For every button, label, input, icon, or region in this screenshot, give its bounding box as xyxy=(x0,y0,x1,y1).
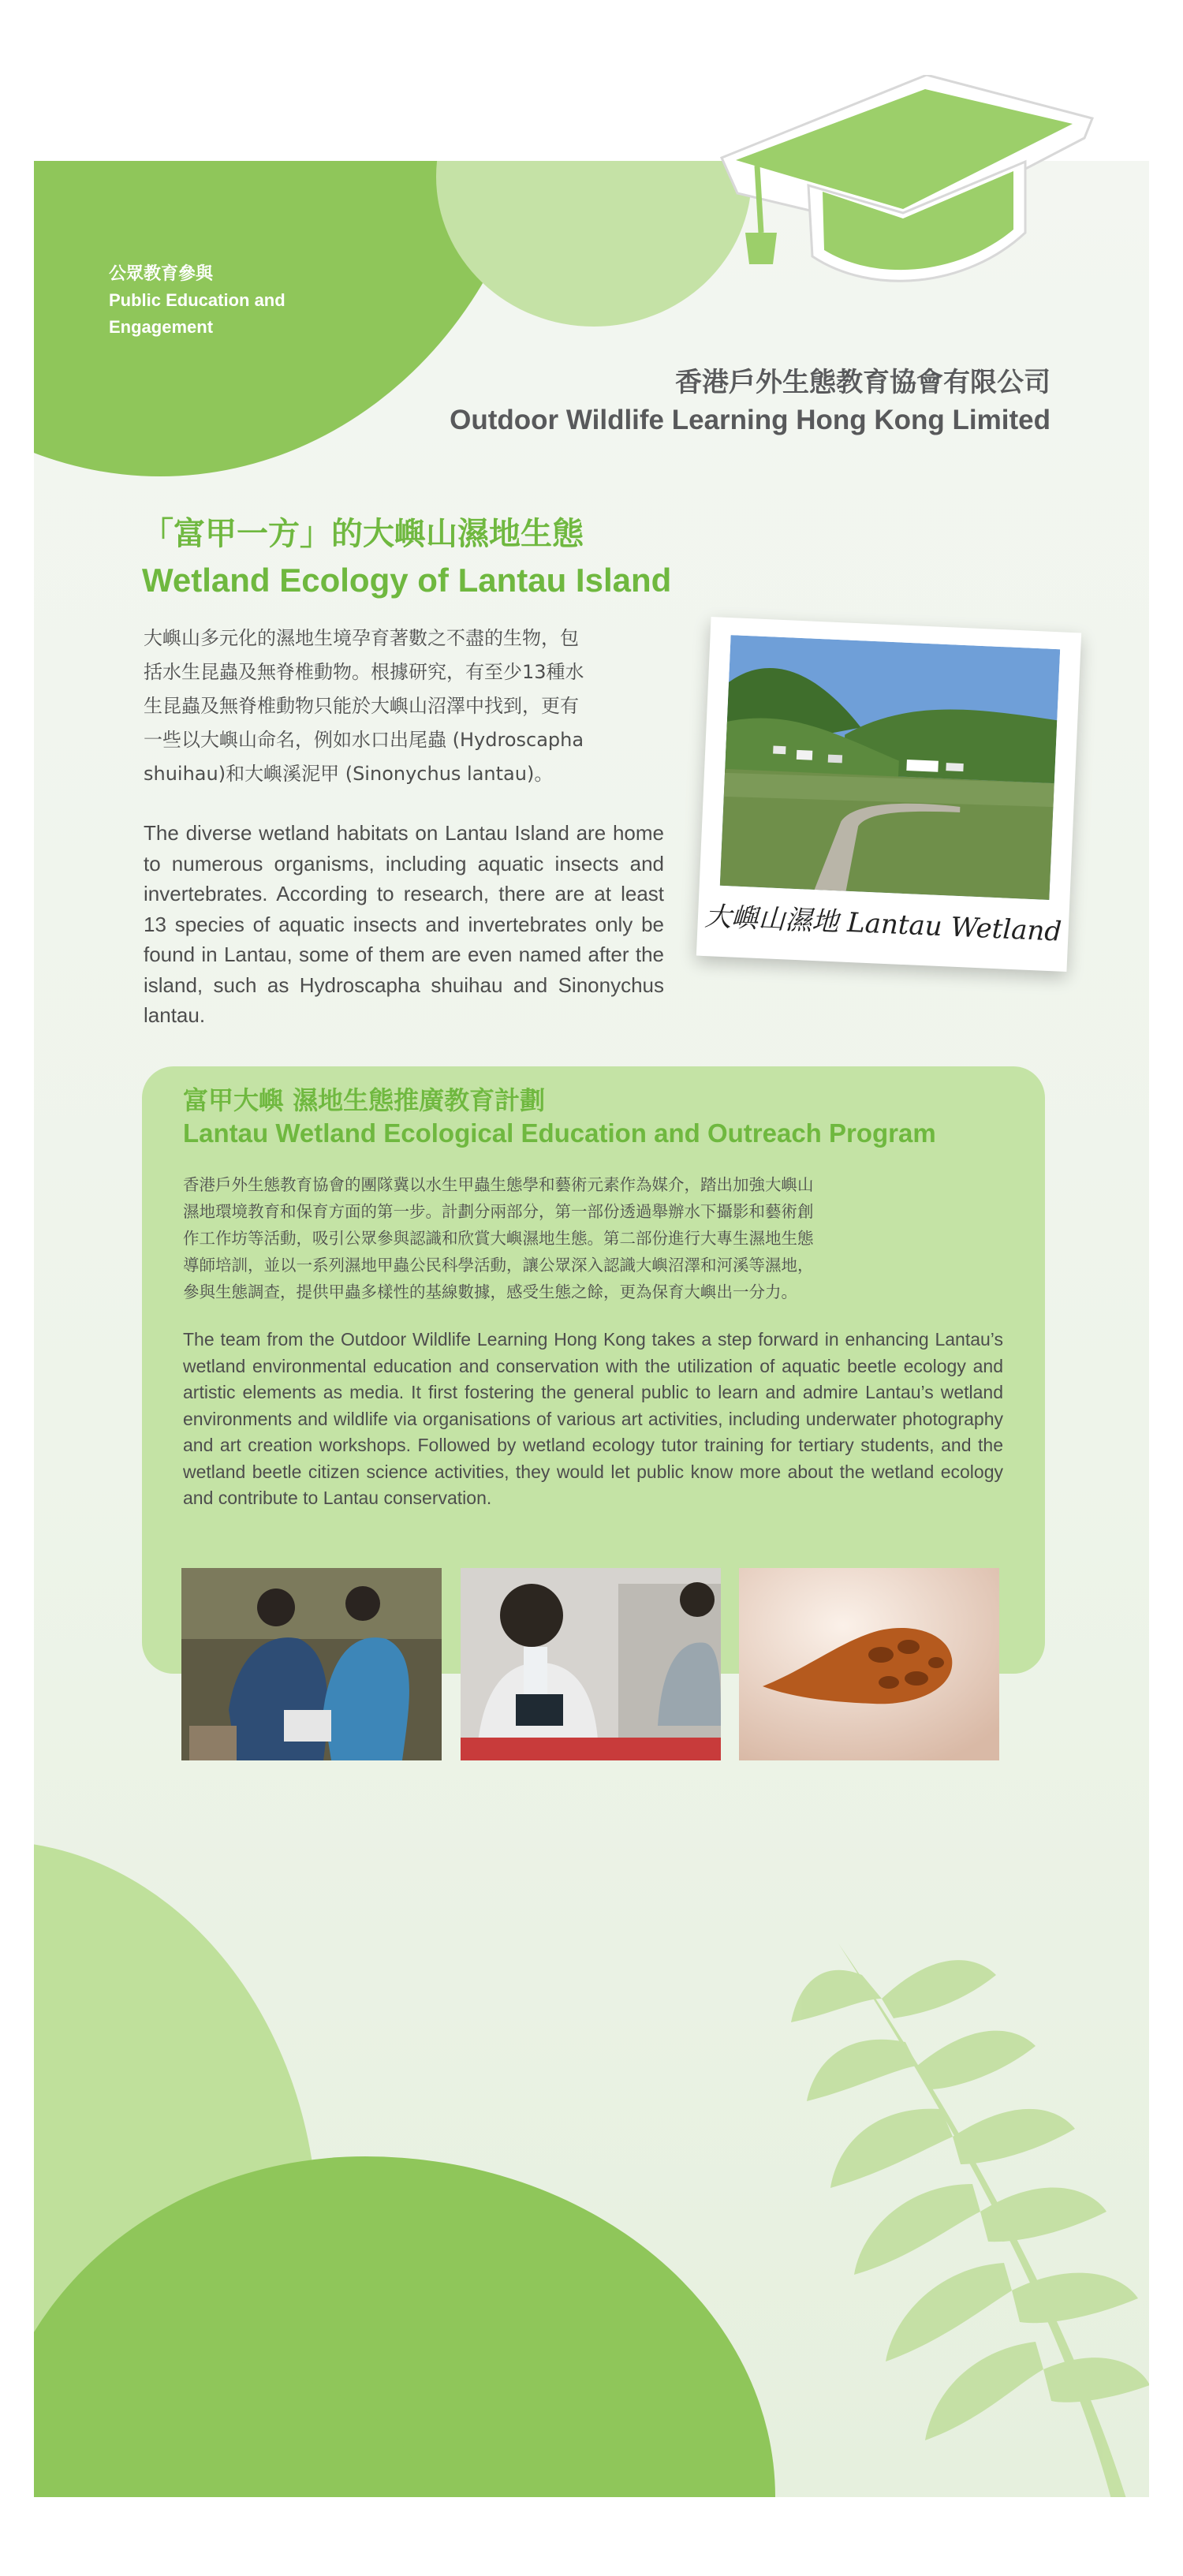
wetland-photo-frame xyxy=(696,617,1081,972)
program-body-zh xyxy=(183,1171,1003,1305)
program-zh-line: 導師培訓，並以一系列濕地甲蟲公民科學活動，讓公眾深入認識大嶼沼澤和河溪等濕地， xyxy=(183,1256,814,1275)
headline-zh: 「富甲一方」的大嶼山濕地生態 xyxy=(142,516,584,552)
program-body-en: The team from the Outdoor Wildlife Learning Hong Kong takes a step forward in enhancing Lantau’s wetland environmental education and conservation with the utilization of aquatic beetle ecology and artistic elements as media. It first fostering the general public to learn and admire Lantau’s wetland environments and wildlife via organisations of various art activities, including underwater photography and art creation workshops. Followed by wetland ecology tutor training for tertiary students, and the wetland beetle citizen science activities, they would let public know more about the wetland ecology and contribute to Lantau conservation. xyxy=(183,1329,1003,1508)
section-label xyxy=(109,260,345,341)
intro-zh-line: 一些以大嶼山命名，例如水口出尾蟲 (Hydroscapha xyxy=(144,729,584,751)
photo-caption: 大嶼山濕地 Lantau Wetland xyxy=(703,900,1062,948)
program-zh-line: 香港戶外生態教育協會的團隊冀以水生甲蟲生態學和藝術元素作為媒介，踏出加強大嶼山 xyxy=(183,1175,814,1194)
graduation-cap-icon xyxy=(714,75,1100,304)
intro-zh-line: shuihau)和大嶼溪泥甲 (Sinonychus lantau)。 xyxy=(144,763,554,785)
fern-leaf-icon xyxy=(744,1912,1149,2497)
intro-text-en: The diverse wetland habitats on Lantau Island are home to numerous organisms, including aquatic insects and invertebrates. According to research, there are at least 13 species of aquatic insects and invertebrates only be found in Lantau, some of them are even named after the island, such as Hydroscapha shuihau and Sinonychus lantau. xyxy=(144,821,664,1027)
lantau-wetland-photo xyxy=(720,635,1060,900)
microscope-workshop-photo xyxy=(461,1568,721,1760)
intro-text-zh xyxy=(144,622,672,791)
field-survey-photo xyxy=(181,1568,442,1760)
intro-zh-line: 生昆蟲及無脊椎動物只能於大嶼山沼澤中找到，更有 xyxy=(144,695,579,717)
organization-name xyxy=(450,364,1051,440)
program-title-zh: 富甲大嶼 濕地生態推廣教育計劃 xyxy=(183,1085,546,1115)
section-label-zh: 公眾教育參與 xyxy=(109,263,214,283)
program-zh-line: 作工作坊等活動，吸引公眾參與認識和欣賞大嶼濕地生態。第二部份進行大專生濕地生態 xyxy=(183,1229,814,1248)
section-label-en-line2: Engagement xyxy=(109,317,214,337)
intro-zh-line: 大嶼山多元化的濕地生境孕育著數之不盡的生物，包 xyxy=(144,627,579,649)
program-title-en: Lantau Wetland Ecological Education and Outreach Program xyxy=(183,1118,936,1148)
light-green-blob-top xyxy=(436,161,752,327)
headline xyxy=(142,511,671,604)
organization-name-en: Outdoor Wildlife Learning Hong Kong Limited xyxy=(450,405,1051,435)
intro-zh-line: 括水生昆蟲及無脊椎動物。根據研究，有至少13種水 xyxy=(144,661,584,683)
headline-en: Wetland Ecology of Lantau Island xyxy=(142,562,672,599)
organization-name-zh: 香港戶外生態教育協會有限公司 xyxy=(675,367,1051,398)
program-zh-line: 濕地環境教育和保育方面的第一步。計劃分兩部分，第一部份透過舉辦水下攝影和藝術創 xyxy=(183,1202,814,1221)
aquatic-beetle-photo xyxy=(739,1568,999,1760)
program-zh-line: 參與生態調查，提供甲蟲多樣性的基線數據，感受生態之餘，更為保育大嶼出一分力。 xyxy=(183,1282,797,1301)
section-label-en-line1: Public Education and xyxy=(109,290,285,310)
